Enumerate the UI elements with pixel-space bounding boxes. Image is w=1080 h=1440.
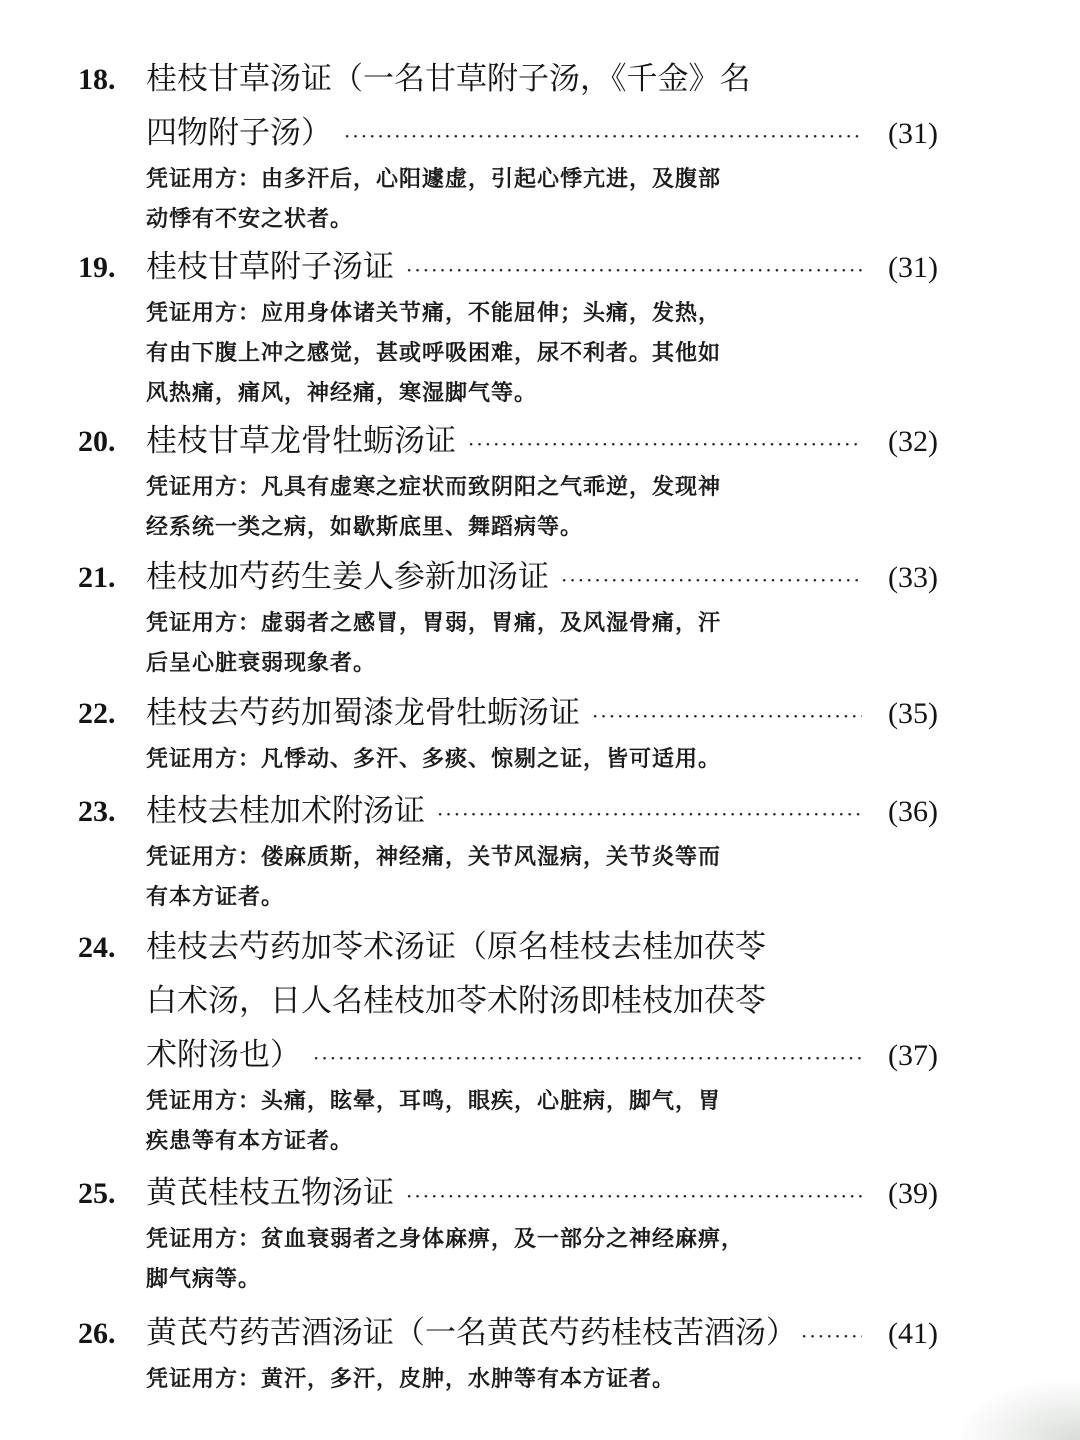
entry-description: [146, 838, 826, 918]
page-number: (33): [888, 561, 938, 594]
description-line: 经系统一类之病，如歇斯底里、舞蹈病等。: [146, 515, 584, 540]
leader-dots: [437, 787, 862, 841]
toc-entry-19: [78, 240, 938, 414]
leader-dots: [561, 553, 862, 607]
page-number: (35): [888, 697, 938, 730]
page-corner-shadow: [960, 1380, 1080, 1440]
entry-number: 19.: [78, 251, 116, 284]
entry-description: [146, 1220, 826, 1300]
description-label: 凭证用方：: [146, 845, 262, 870]
entry-number: 26.: [78, 1317, 116, 1350]
description-label: 凭证用方：: [146, 1227, 262, 1252]
leader-dots: [406, 243, 862, 297]
entry-title-row: [78, 52, 938, 106]
entry-title: 桂枝加芍药生姜人参新加汤证: [146, 559, 549, 595]
entry-title-row: [78, 240, 938, 294]
entry-title-row: [78, 1028, 938, 1082]
description-label: 凭证用方：: [146, 475, 262, 500]
page-number: (41): [888, 1317, 938, 1350]
entry-title: 白术汤，日人名桂枝加苓术附汤即桂枝加茯苓: [146, 983, 766, 1019]
leader-dots: [406, 1169, 862, 1223]
entry-title: 桂枝甘草龙骨牡蛎汤证: [146, 423, 456, 459]
entry-title: 桂枝去芍药加苓术汤证（原名桂枝去桂加茯苓: [146, 929, 766, 965]
toc-entry-25: [78, 1166, 938, 1300]
entry-title: 四物附子汤）: [146, 115, 332, 151]
description-line: 凭证用方：应用身体诸关节痛，不能屈伸；头痛，发热，: [146, 301, 722, 326]
description-line: 风热痛，痛风，神经痛，寒湿脚气等。: [146, 381, 538, 406]
description-line: 凭证用方：由多汗后，心阳遽虚，引起心悸亢进，及腹部: [146, 167, 722, 192]
description-label: 凭证用方：: [146, 1089, 262, 1114]
leader-dots: [468, 417, 862, 471]
entry-title: 桂枝甘草附子汤证: [146, 249, 394, 285]
entry-number: 22.: [78, 697, 116, 730]
entry-number: 20.: [78, 425, 116, 458]
entry-title: 术附汤也）: [146, 1037, 301, 1073]
page-number: (39): [888, 1177, 938, 1210]
description-line: 凭证用方：凡具有虚寒之症状而致阴阳之气乖逆，发现神: [146, 475, 722, 500]
entry-title-row: [78, 974, 938, 1028]
toc-entry-26: [78, 1306, 938, 1400]
entry-description: [146, 294, 826, 414]
entry-title-row: [78, 414, 938, 468]
entry-number: 25.: [78, 1177, 116, 1210]
toc-entry-20: [78, 414, 938, 548]
description-label: 凭证用方：: [146, 301, 262, 326]
entry-title-row: [78, 1306, 938, 1360]
description-line: 有本方证者。: [146, 885, 285, 910]
description-line: 动悸有不安之状者。: [146, 207, 354, 232]
toc-entry-24: [78, 920, 938, 1162]
description-line: 后呈心脏衰弱现象者。: [146, 651, 377, 676]
entry-title-row: [78, 550, 938, 604]
page-number: (31): [888, 117, 938, 150]
leader-dots: [313, 1031, 862, 1085]
page-number: (37): [888, 1039, 938, 1072]
toc-entry-23: [78, 784, 938, 918]
page-number: (36): [888, 795, 938, 828]
entry-title: 桂枝甘草汤证（一名甘草附子汤，《千金》名: [146, 61, 751, 97]
toc-entry-18: [78, 52, 938, 240]
entry-description: [146, 740, 826, 780]
description-line: 凭证用方：黄汗，多汗，皮肿，水肿等有本方证者。: [146, 1367, 676, 1392]
entry-title-row: [78, 784, 938, 838]
description-label: 凭证用方：: [146, 747, 262, 772]
entry-number: 24.: [78, 931, 116, 964]
description-line: 凭证用方：贫血衰弱者之身体麻痹，及一部分之神经麻痹，: [146, 1227, 745, 1252]
entry-title: 黄芪桂枝五物汤证: [146, 1175, 394, 1211]
page-number: (31): [888, 251, 938, 284]
entry-description: [146, 1082, 826, 1162]
entry-title-row: [78, 106, 938, 160]
entry-title-row: [78, 686, 938, 740]
entry-number: 23.: [78, 795, 116, 828]
entry-title: 桂枝去芍药加蜀漆龙骨牡蛎汤证: [146, 695, 580, 731]
toc-entry-21: [78, 550, 938, 684]
entry-title-row: [78, 920, 938, 974]
leader-dots: [801, 1309, 862, 1363]
leader-dots: [592, 689, 862, 743]
page-number: (32): [888, 425, 938, 458]
entry-description: [146, 468, 826, 548]
leader-dots: [344, 109, 862, 163]
entry-title: 黄芪芍药苦酒汤证（一名黄芪芍药桂枝苦酒汤）: [146, 1315, 797, 1351]
entry-title: 桂枝去桂加术附汤证: [146, 793, 425, 829]
entry-number: 18.: [78, 63, 116, 96]
description-line: 疾患等有本方证者。: [146, 1129, 354, 1154]
entry-description: [146, 604, 826, 684]
description-line: 有由下腹上冲之感觉，甚或呼吸困难，尿不利者。其他如: [146, 341, 722, 366]
description-label: 凭证用方：: [146, 167, 262, 192]
entry-title-row: [78, 1166, 938, 1220]
entry-description: [146, 160, 826, 240]
entry-description: [146, 1360, 826, 1400]
description-line: 脚气病等。: [146, 1267, 262, 1292]
description-line: 凭证用方：头痛，眩晕，耳鸣，眼疾，心脏病，脚气，胃: [146, 1089, 722, 1114]
description-line: 凭证用方：偻麻质斯，神经痛，关节风湿病，关节炎等而: [146, 845, 722, 870]
description-label: 凭证用方：: [146, 611, 262, 636]
description-line: 凭证用方：凡悸动、多汗、多痰、惊剔之证，皆可适用。: [146, 747, 722, 772]
description-line: 凭证用方：虚弱者之感冒，胃弱，胃痛，及风湿骨痛，汗: [146, 611, 722, 636]
description-label: 凭证用方：: [146, 1367, 262, 1392]
toc-entry-22: [78, 686, 938, 780]
entry-number: 21.: [78, 561, 116, 594]
